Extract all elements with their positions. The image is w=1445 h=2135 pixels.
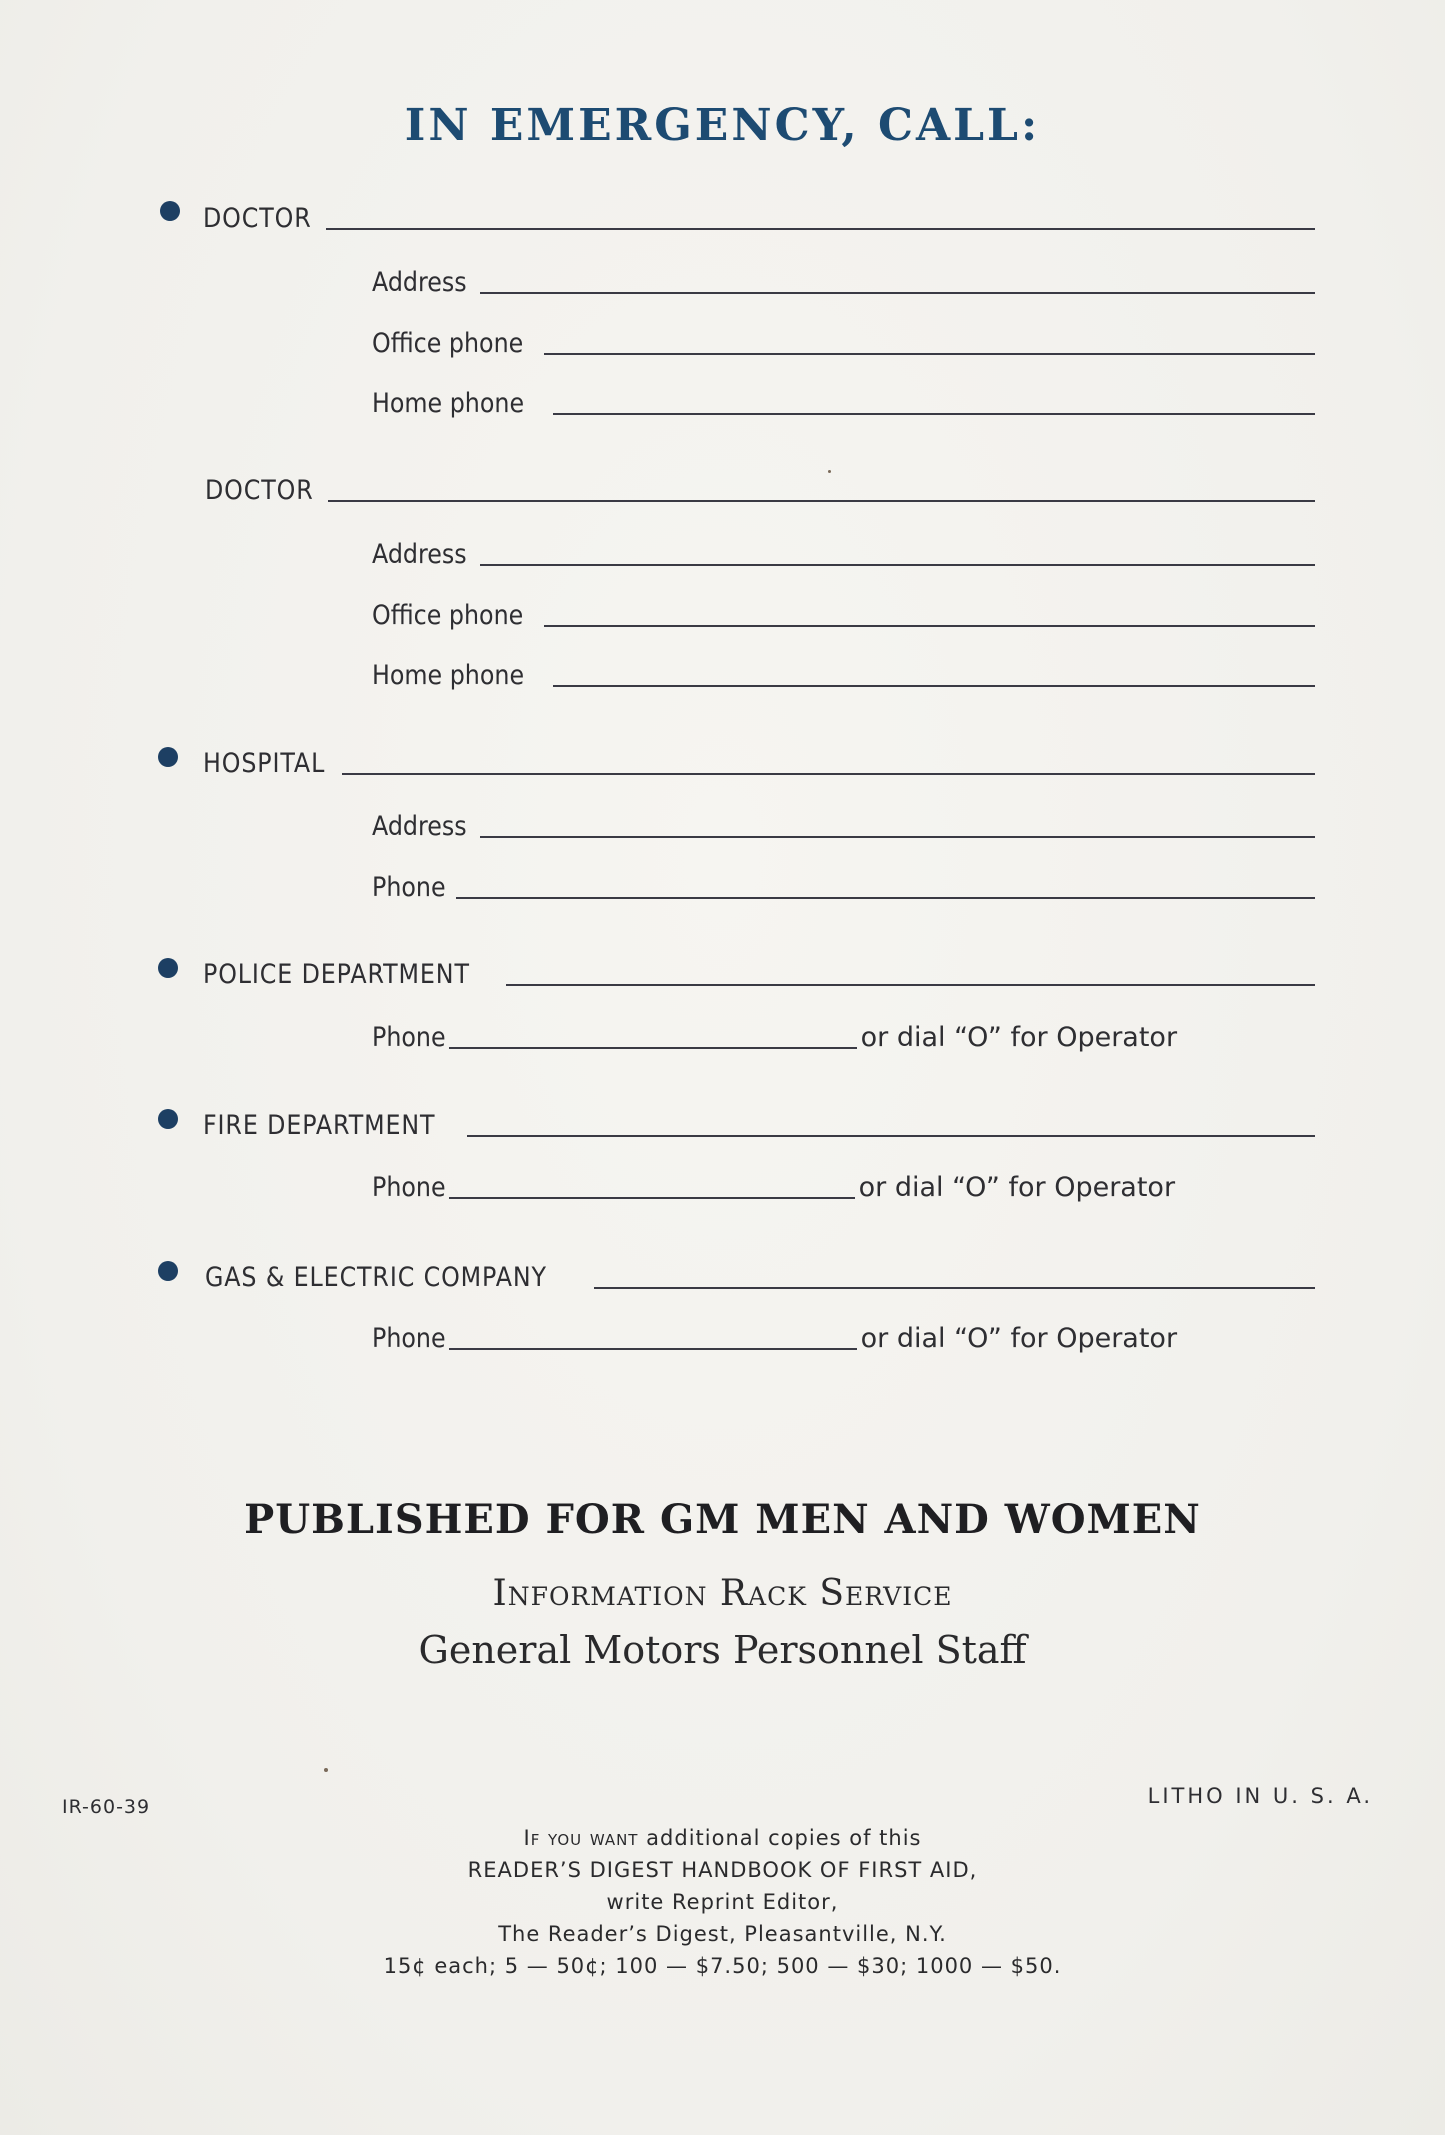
publisher-staff: General Motors Personnel Staff [418,1628,1027,1672]
gas-electric-phone-field[interactable] [372,1316,1177,1356]
doctor-1-label: DOCTOR [203,203,312,234]
field-label: Address [372,539,467,570]
reprint-line-1-prefix: If you want [523,1826,639,1850]
hospital-field[interactable] [203,741,1315,781]
paper-speck [324,1768,328,1772]
page-title: IN EMERGENCY, CALL: [404,100,1041,151]
hospital-line[interactable] [342,773,1315,775]
hospital-phone-field[interactable] [372,865,1315,905]
field-label: Home phone [372,660,525,691]
doctor-1-home-phone-field[interactable] [372,381,1315,421]
fire-department-field[interactable] [203,1103,1315,1143]
gas-electric-label: GAS & ELECTRIC COMPANY [205,1262,547,1293]
doctor-2-home-phone-field[interactable] [372,653,1315,693]
field-label: Phone [372,1022,446,1053]
gas-electric-field[interactable] [205,1255,1315,1295]
bullet-icon [158,1109,178,1129]
bullet-icon [160,201,180,221]
gas-electric-line[interactable] [594,1287,1315,1289]
operator-note: or dial “O” for Operator [860,1022,1178,1053]
doctor-2-line[interactable] [328,500,1315,502]
fire-phone-field[interactable] [372,1165,1175,1205]
police-phone-line[interactable] [449,1047,857,1049]
police-department-label: POLICE DEPARTMENT [203,959,470,990]
field-label: Address [372,811,467,842]
field-label: Office phone [372,600,524,631]
reprint-line-3: write Reprint Editor, [606,1890,839,1914]
doctor-2-address-line[interactable] [480,564,1315,566]
doctor-1-address-field[interactable] [372,260,1315,300]
bullet-icon [158,958,178,978]
reprint-line-1-rest: additional copies of this [646,1826,922,1850]
police-department-field[interactable] [203,952,1315,992]
doctor-1-address-line[interactable] [480,292,1315,294]
doctor-1-field[interactable] [203,196,1315,236]
hospital-address-field[interactable] [372,804,1315,844]
doctor-2-home-phone-line[interactable] [553,685,1315,687]
doctor-2-office-phone-line[interactable] [544,625,1315,627]
doctor-2-label: DOCTOR [205,475,314,506]
operator-note: or dial “O” for Operator [858,1172,1176,1203]
police-phone-field[interactable] [372,1015,1177,1055]
gas-electric-phone-line[interactable] [449,1348,857,1350]
field-label: Home phone [372,388,525,419]
field-label: Phone [372,1323,446,1354]
bullet-icon [158,1261,178,1281]
operator-note: or dial “O” for Operator [860,1323,1178,1354]
doctor-2-field[interactable] [205,468,1315,508]
reprint-line-1 [0,1822,1445,1854]
doctor-2-address-field[interactable] [372,532,1315,572]
reprint-line-2: READER’S DIGEST HANDBOOK OF FIRST AID, [467,1858,978,1882]
reprint-line-4: The Reader’s Digest, Pleasantville, N.Y. [498,1922,947,1946]
hospital-address-line[interactable] [480,836,1315,838]
publisher-heading: PUBLISHED FOR GM MEN AND WOMEN [244,1496,1201,1543]
reprint-line-5: 15¢ each; 5 — 50¢; 100 — $7.50; 500 — $30; 1000 — $50. [383,1954,1062,1978]
reprint-info [0,1822,1445,1982]
hospital-phone-line[interactable] [456,897,1315,899]
litho-note: LITHO IN U. S. A. [1147,1784,1373,1808]
doctor-2-office-phone-field[interactable] [372,593,1315,633]
publisher-service: Information Rack Service [492,1573,953,1614]
hospital-label: HOSPITAL [203,748,326,779]
fire-phone-line[interactable] [449,1197,855,1199]
fire-department-label: FIRE DEPARTMENT [203,1110,436,1141]
fire-department-line[interactable] [467,1135,1315,1137]
field-label: Office phone [372,328,524,359]
doctor-1-office-phone-field[interactable] [372,321,1315,361]
police-department-line[interactable] [506,984,1315,986]
bullet-icon [158,747,178,767]
field-label: Phone [372,1172,446,1203]
field-label: Address [372,267,467,298]
paper-speck [828,470,831,473]
field-label: Phone [372,872,446,903]
doctor-1-office-phone-line[interactable] [544,353,1315,355]
doctor-1-line[interactable] [326,228,1315,230]
doctor-1-home-phone-line[interactable] [553,413,1315,415]
form-code: IR-60-39 [62,1796,151,1818]
